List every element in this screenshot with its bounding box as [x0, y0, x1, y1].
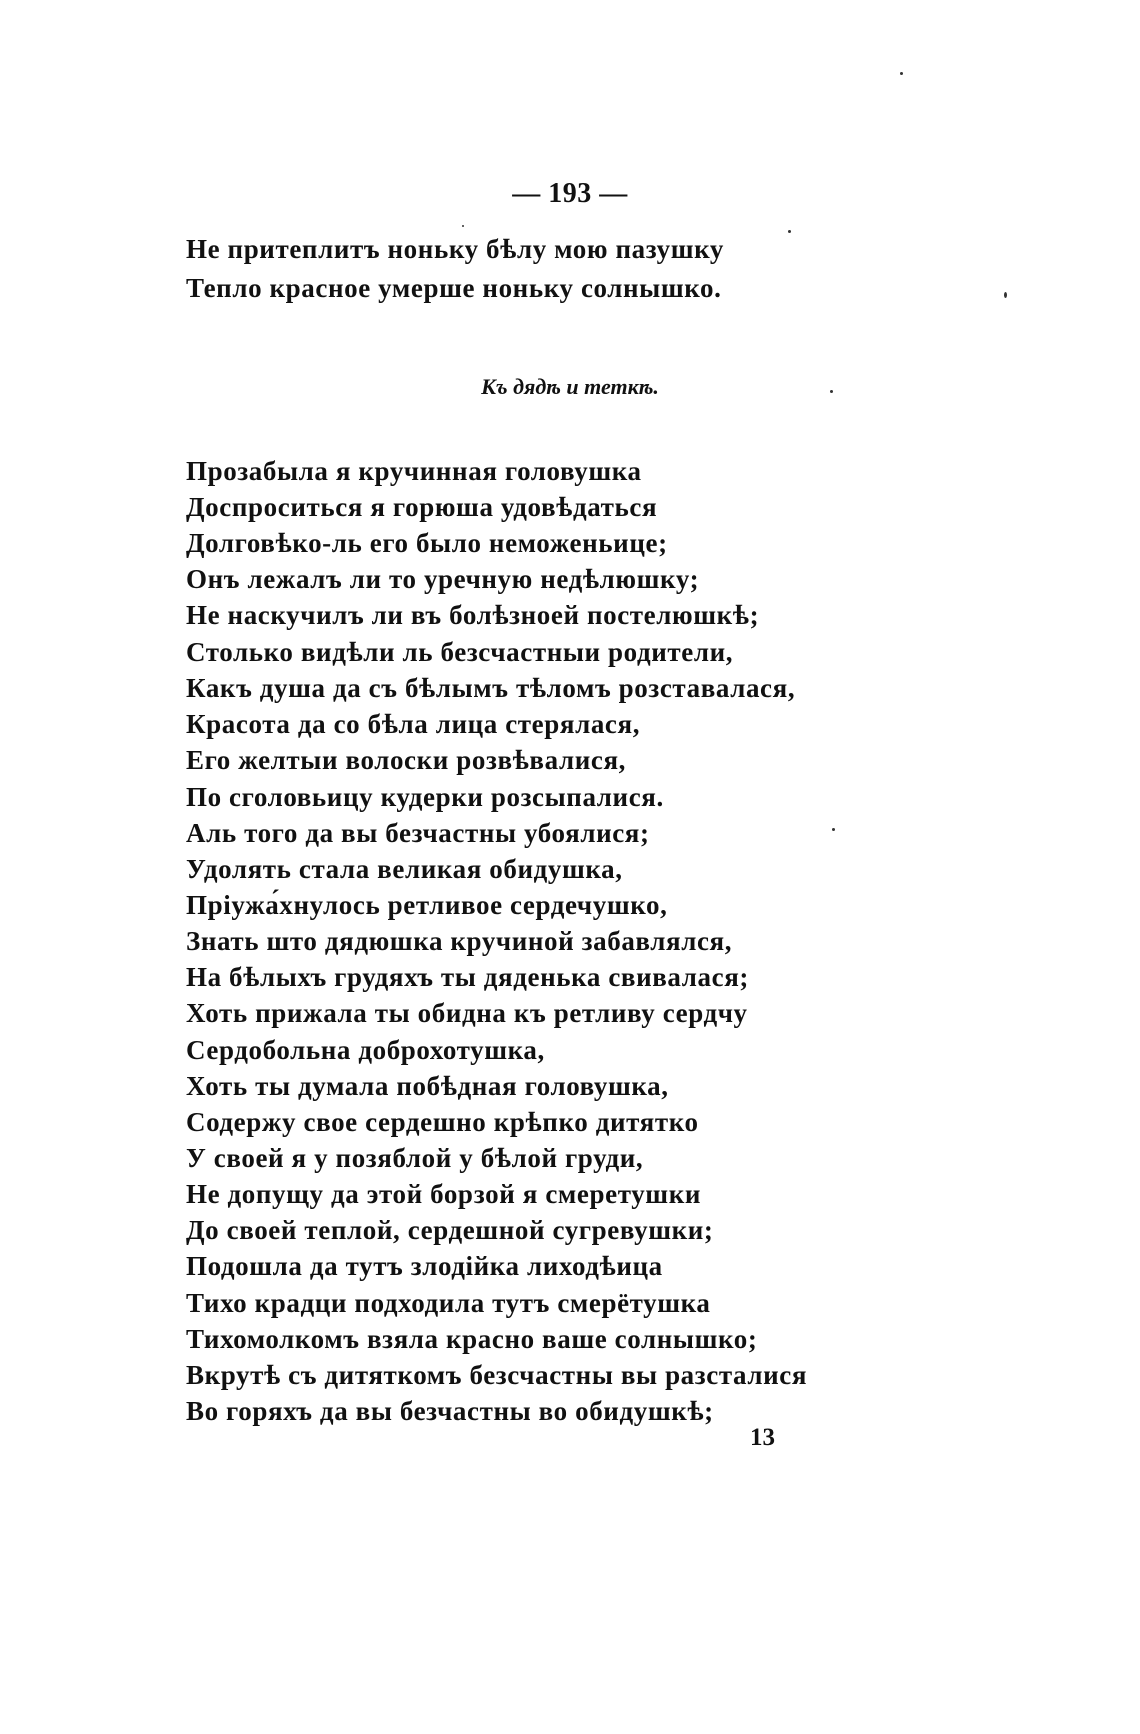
speck [788, 230, 791, 233]
speck [830, 390, 833, 393]
line-text: Знать што дядюшка кручиной забавлялся, [186, 926, 733, 956]
speck [832, 828, 835, 831]
line-text: До своей теплой, сердешной сугревушки; [186, 1215, 714, 1245]
line-text: По сголовьицу кудерки розсыпалися. [186, 782, 664, 812]
speck [1004, 292, 1007, 298]
line-text: Какъ душа да съ бѣлымъ тѣломъ розставалася, [186, 673, 796, 703]
line-text: Подошла да тутъ злодiйка лиходѣица [186, 1251, 663, 1281]
line-text: Доспроситься я горюша удовѣдаться [186, 492, 658, 522]
speck [462, 225, 464, 227]
line-text: Аль того да вы безчастны убоялися; [186, 818, 650, 848]
page-number: — 193 — [512, 178, 628, 209]
line-text: Прозабыла я кручинная головушка [186, 456, 642, 486]
line-text: У своей я у позяблой у бѣлой груди, [186, 1143, 644, 1173]
line-text: Удолять стала великая обидушка, [186, 854, 623, 884]
line-text: Вкрутѣ съ дитяткомъ безсчастны вы разсталися [186, 1360, 808, 1390]
line-text: Онъ лежалъ ли то уречную недѣлюшку; [186, 564, 700, 594]
line-text: Прiужа́хнулось ретливое сердечушко, [186, 890, 668, 920]
line-text: Не притеплитъ ноньку бѣлу мою пазушку [186, 234, 724, 264]
line-text: Тихомолкомъ взяла красно ваше солнышко; [186, 1324, 758, 1354]
line-text: Хоть ты думала побѣдная головушка, [186, 1071, 669, 1101]
line-text: Хоть прижала ты обидна къ ретливу сердчу [186, 998, 748, 1028]
line-text: Красота да со бѣла лица стерялася, [186, 709, 641, 739]
line-text: На бѣлыхъ грудяхъ ты дяденька свивалася; [186, 962, 749, 992]
line-text: Его желтыи волоски розвѣвалися, [186, 745, 627, 775]
line-text: Долговѣко-ль его было неможеньице; [186, 528, 668, 558]
speck [900, 72, 903, 75]
line-text: Сердобольна доброхотушка, [186, 1035, 545, 1065]
line-text: Тихо крадци подходила тутъ смерётушка [186, 1288, 711, 1318]
line-text: Во горяхъ да вы безчастны во обидушкѣ; [186, 1396, 714, 1426]
line-text: Не наскучилъ ли въ болѣзноей постелюшкѣ; [186, 600, 760, 630]
line-text: Столько видѣли ль безсчастныи родители, [186, 637, 734, 667]
line-text: Содержу свое сердешно крѣпко дитятко [186, 1107, 699, 1137]
section-title: Къ дядѣ и теткѣ. [481, 374, 659, 399]
line-text: Не допущу да этой борзой я смеретушки [186, 1179, 702, 1209]
signature-mark: 13 [750, 1424, 775, 1451]
line-text: Тепло красное умерше ноньку солнышко. [186, 273, 722, 303]
